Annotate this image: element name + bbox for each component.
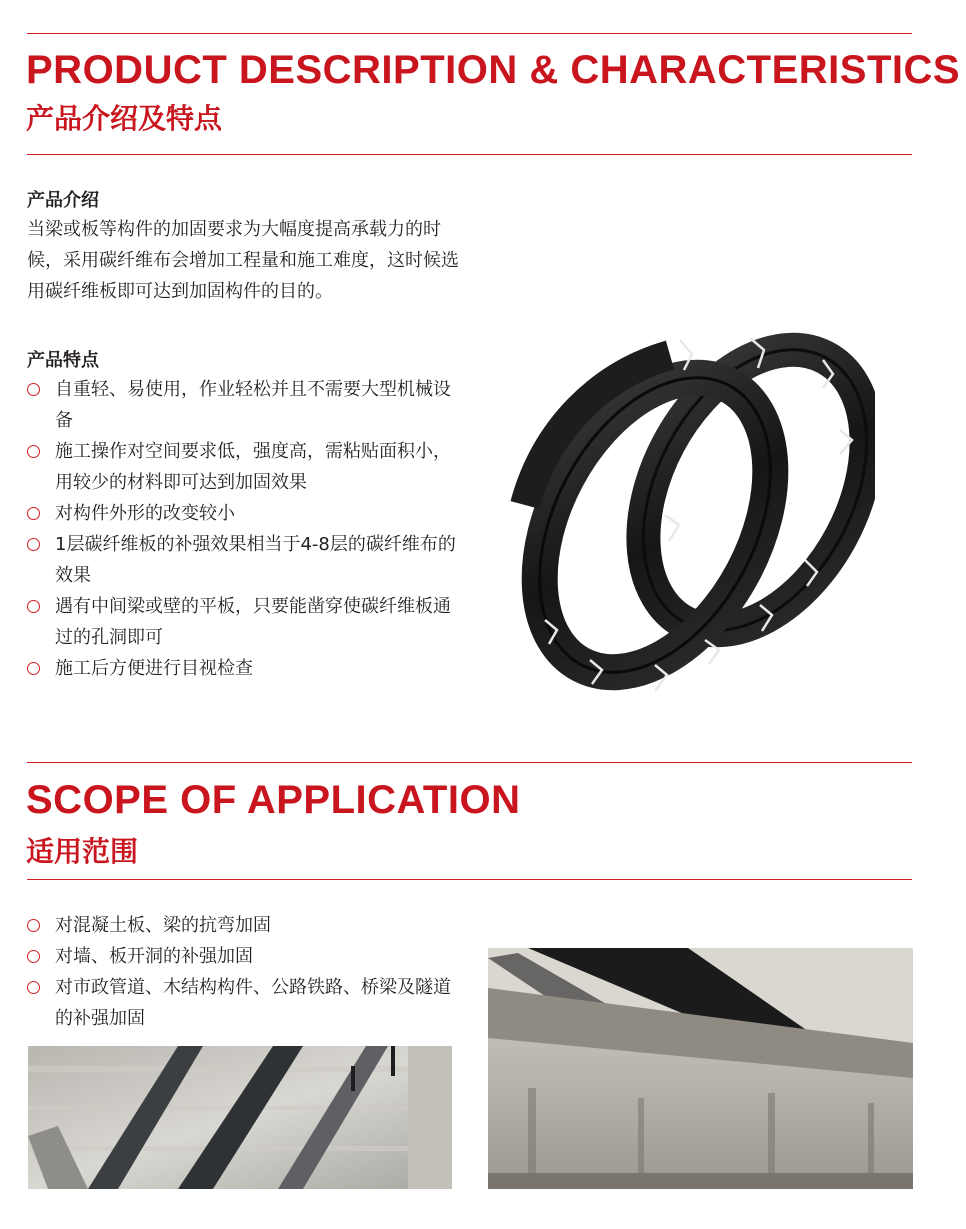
carbon-plate-coil-image xyxy=(505,320,875,710)
application-list xyxy=(27,910,467,1034)
features-heading: 产品特点 xyxy=(27,350,99,371)
intro-heading: 产品介绍 xyxy=(27,190,99,211)
bullet-circle-icon xyxy=(27,919,40,932)
section2-divider xyxy=(27,879,912,880)
list-item: 施工后方便进行目视检查 xyxy=(27,653,467,684)
ceiling-reinforcement-photo xyxy=(28,1046,452,1189)
bullet-circle-icon xyxy=(27,950,40,963)
list-item: 对市政管道、木结构构件、公路铁路、桥梁及隧道的补强加固 xyxy=(27,972,467,1034)
list-item: 1层碳纤维板的补强效果相当于4-8层的碳纤维布的效果 xyxy=(27,529,467,591)
intro-paragraph: 当梁或板等构件的加固要求为大幅度提高承载力的时候，采用碳纤维布会增加工程量和施工难度，这时候选用碳纤维板即可达到加固构件的目的。 xyxy=(27,219,459,302)
bullet-circle-icon xyxy=(27,383,40,396)
top-divider xyxy=(27,33,912,34)
bullet-circle-icon xyxy=(27,662,40,675)
bullet-circle-icon xyxy=(27,600,40,613)
section2-top-divider xyxy=(27,762,912,763)
bullet-circle-icon xyxy=(27,538,40,551)
section1-divider xyxy=(27,154,912,155)
bullet-circle-icon xyxy=(27,445,40,458)
list-item: 施工操作对空间要求低，强度高，需粘贴面积小，用较少的材料即可达到加固效果 xyxy=(27,436,467,498)
features-list xyxy=(27,374,467,684)
bullet-circle-icon xyxy=(27,981,40,994)
list-item: 对墙、板开洞的补强加固 xyxy=(27,941,467,972)
list-item: 对构件外形的改变较小 xyxy=(27,498,467,529)
list-item: 对混凝土板、梁的抗弯加固 xyxy=(27,910,467,941)
bullet-circle-icon xyxy=(27,507,40,520)
section2-title-cn: 适用范围 xyxy=(26,835,139,868)
section2-title-en: SCOPE OF APPLICATION xyxy=(26,778,521,822)
beam-reinforcement-photo xyxy=(488,948,913,1189)
list-item: 自重轻、易使用，作业轻松并且不需要大型机械设备 xyxy=(27,374,467,436)
section1-title-cn: 产品介绍及特点 xyxy=(26,102,223,135)
section1-title-en: PRODUCT DESCRIPTION & CHARACTERISTICS xyxy=(26,48,961,92)
list-item: 遇有中间梁或壁的平板，只要能凿穿使碳纤维板通过的孔洞即可 xyxy=(27,591,467,653)
